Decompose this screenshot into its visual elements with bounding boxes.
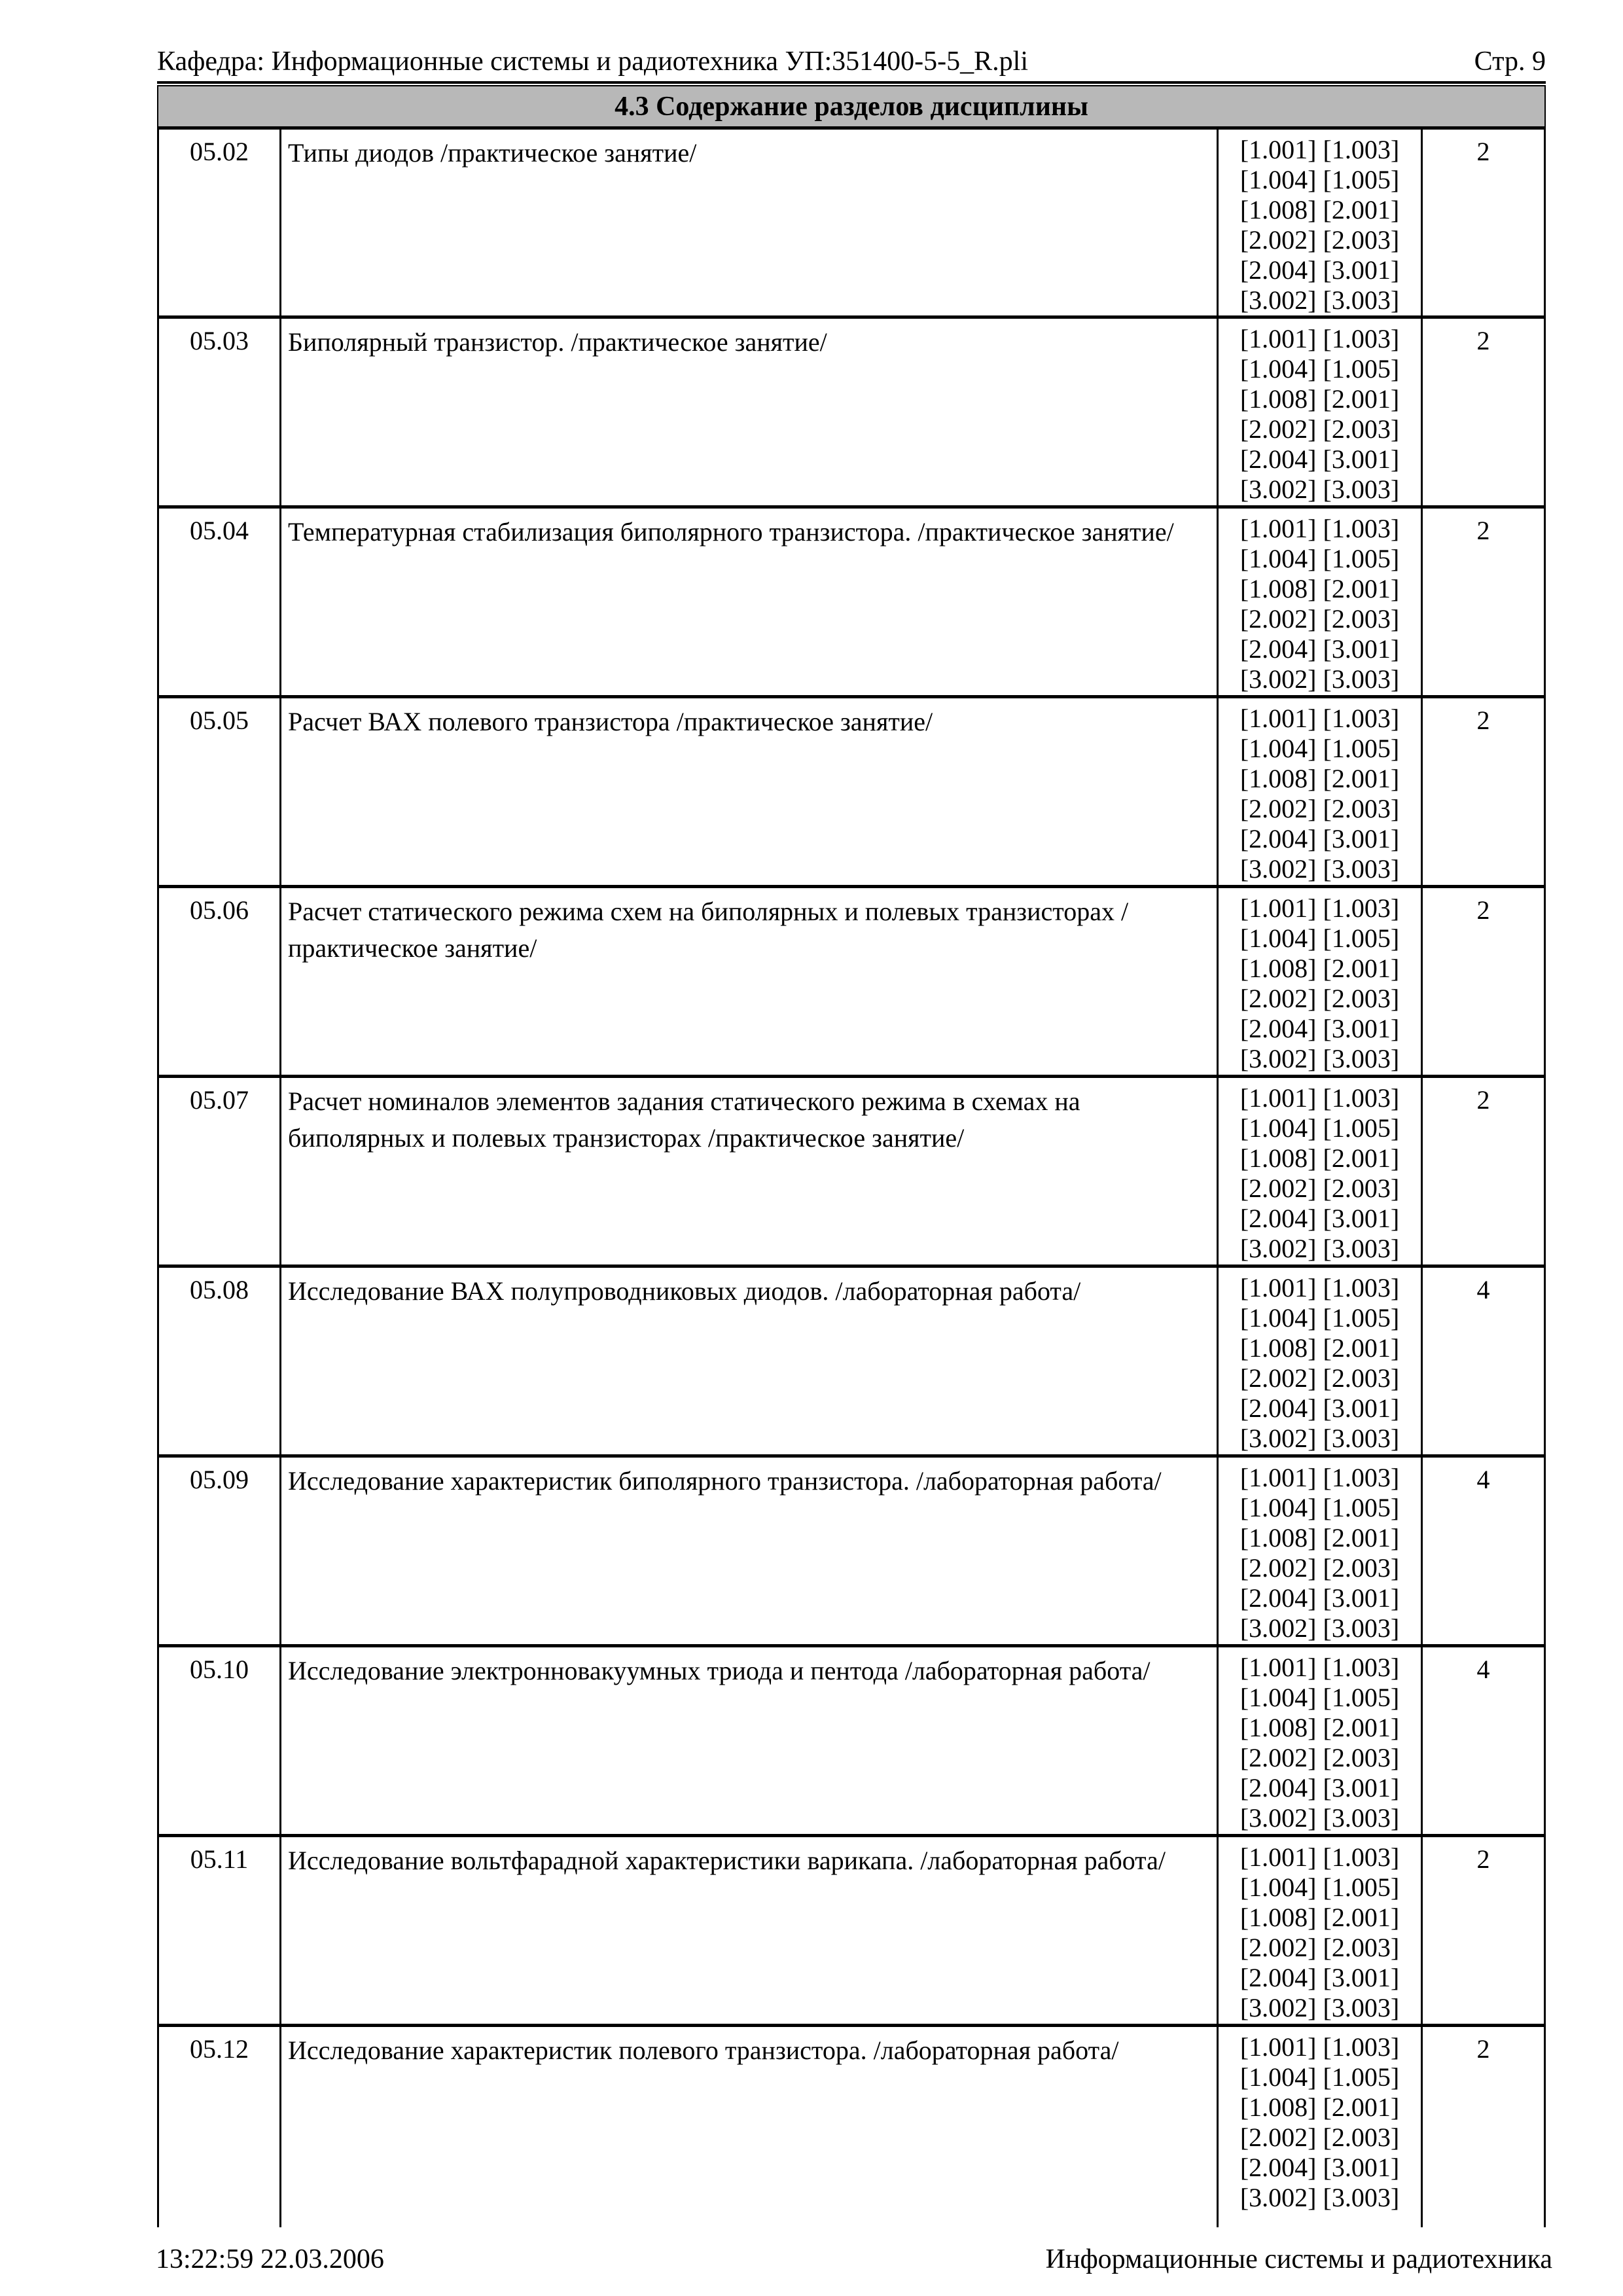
ref-code-line: [3.002] [3.003] (1240, 2183, 1400, 2212)
ref-code-line: [1.001] [1.003] (1240, 2032, 1400, 2062)
section-hours: 4 (1476, 1275, 1490, 1304)
ref-code-line: [1.004] [1.005] (1240, 1493, 1400, 1522)
section-number: 05.04 (159, 509, 281, 695)
ref-code-line: [2.002] [2.003] (1240, 1553, 1400, 1583)
ref-code-line: [1.008] [2.001] (1240, 1143, 1400, 1173)
page-content (157, 47, 1546, 2227)
section-title-bar (157, 85, 1546, 130)
section-number: 05.10 (159, 1647, 281, 1834)
table-row (159, 885, 1544, 1075)
table-row (159, 2024, 1544, 2227)
section-description: Исследование электронновакуумных триода и пентода /лабораторная работа/ (281, 1647, 1219, 1834)
ref-code-line: [1.008] [2.001] (1240, 764, 1400, 793)
literature-refs (1219, 1837, 1423, 2024)
section-hours: 4 (1476, 1465, 1490, 1494)
section-description: Исследование ВАХ полупроводниковых диодов. /лабораторная работа/ (281, 1268, 1219, 1454)
section-hours: 2 (1476, 516, 1490, 545)
literature-refs (1219, 130, 1423, 315)
ref-code-line: [2.002] [2.003] (1240, 1743, 1400, 1772)
ref-code-line: [1.001] [1.003] (1240, 1842, 1400, 1872)
ref-code-line: [2.004] [3.001] (1240, 1963, 1400, 1992)
table-row (159, 695, 1544, 885)
ref-code-line: [2.002] [2.003] (1240, 1933, 1400, 1962)
ref-code-line: [1.008] [2.001] (1240, 195, 1400, 224)
literature-refs (1219, 698, 1423, 885)
ref-code-line: [2.002] [2.003] (1240, 225, 1400, 255)
ref-code-line: [2.004] [3.001] (1240, 444, 1400, 474)
page-footer (156, 2244, 1552, 2275)
ref-code-line: [2.004] [3.001] (1240, 1014, 1400, 1043)
ref-code-line: [1.008] [2.001] (1240, 1903, 1400, 1932)
ref-code-line: [1.008] [2.001] (1240, 2092, 1400, 2122)
literature-refs (1219, 888, 1423, 1075)
table-row (159, 315, 1544, 505)
literature-refs (1219, 509, 1423, 695)
ref-code-line: [3.002] [3.003] (1240, 664, 1400, 694)
ref-code-line: [1.008] [2.001] (1240, 1333, 1400, 1363)
ref-code-line: [1.008] [2.001] (1240, 574, 1400, 603)
ref-code-line: [2.002] [2.003] (1240, 414, 1400, 444)
section-number: 05.07 (159, 1078, 281, 1265)
header-department-line: Кафедра: Информационные системы и радиотехника УП:351400-5-5_R.pli (157, 46, 1028, 77)
ref-code-line: [3.002] [3.003] (1240, 1993, 1400, 2022)
section-hours: 2 (1476, 895, 1490, 925)
ref-code-line: [1.008] [2.001] (1240, 954, 1400, 983)
footer-timestamp: 13:22:59 22.03.2006 (156, 2244, 384, 2274)
table-row (159, 505, 1544, 695)
ref-code-line: [2.002] [2.003] (1240, 1363, 1400, 1393)
ref-code-line: [1.001] [1.003] (1240, 135, 1400, 164)
section-description: Исследование характеристик полевого транзистора. /лабораторная работа/ (281, 2027, 1219, 2227)
ref-code-line: [2.004] [3.001] (1240, 2153, 1400, 2182)
ref-code-line: [1.004] [1.005] (1240, 1113, 1400, 1143)
section-description: Типы диодов /практическое занятие/ (281, 130, 1219, 315)
section-title: 4.3 Содержание разделов дисциплины (615, 92, 1088, 122)
ref-code-line: [2.002] [2.003] (1240, 984, 1400, 1013)
section-description: Исследование вольтфарадной характеристики варикапа. /лабораторная работа/ (281, 1837, 1219, 2024)
section-number: 05.02 (159, 130, 281, 315)
literature-refs (1219, 1268, 1423, 1454)
section-number: 05.11 (159, 1837, 281, 2024)
ref-code-line: [3.002] [3.003] (1240, 1613, 1400, 1643)
table-row (159, 1644, 1544, 1834)
section-hours: 4 (1476, 1655, 1490, 1684)
ref-code-line: [1.001] [1.003] (1240, 893, 1400, 923)
section-number: 05.09 (159, 1458, 281, 1644)
section-hours: 2 (1476, 137, 1490, 166)
table-row (159, 130, 1544, 315)
sections-table (157, 130, 1546, 2227)
ref-code-line: [1.004] [1.005] (1240, 1873, 1400, 1902)
page-header (157, 47, 1546, 84)
ref-code-line: [1.001] [1.003] (1240, 514, 1400, 543)
literature-refs (1219, 1647, 1423, 1834)
ref-code-line: [2.004] [3.001] (1240, 1393, 1400, 1423)
ref-code-line: [1.004] [1.005] (1240, 354, 1400, 384)
ref-code-line: [3.002] [3.003] (1240, 285, 1400, 315)
table-row (159, 1454, 1544, 1644)
ref-code-line: [2.004] [3.001] (1240, 1583, 1400, 1613)
footer-department: Информационные системы и радиотехника (1045, 2244, 1552, 2274)
literature-refs (1219, 1078, 1423, 1265)
ref-code-line: [1.001] [1.003] (1240, 324, 1400, 353)
section-description: Расчет ВАХ полевого транзистора /практическое занятие/ (281, 698, 1219, 885)
section-hours: 2 (1476, 1085, 1490, 1115)
section-hours: 2 (1476, 706, 1490, 735)
ref-code-line: [1.008] [2.001] (1240, 384, 1400, 414)
section-description: Температурная стабилизация биполярного транзистора. /практическое занятие/ (281, 509, 1219, 695)
section-number: 05.03 (159, 319, 281, 505)
section-number: 05.08 (159, 1268, 281, 1454)
ref-code-line: [2.002] [2.003] (1240, 604, 1400, 634)
table-row (159, 1834, 1544, 2024)
section-hours: 2 (1476, 326, 1490, 355)
section-description: Расчет статического режима схем на биполярных и полевых транзисторах /практическое занятие/ (281, 888, 1219, 1075)
literature-refs (1219, 319, 1423, 505)
ref-code-line: [3.002] [3.003] (1240, 854, 1400, 884)
section-description: Расчет номиналов элементов задания статического режима в схемах на биполярных и полевых транзисторах /практическое занятие/ (281, 1078, 1219, 1265)
ref-code-line: [1.004] [1.005] (1240, 1683, 1400, 1712)
ref-code-line: [1.001] [1.003] (1240, 1083, 1400, 1113)
ref-code-line: [3.002] [3.003] (1240, 1234, 1400, 1263)
literature-refs (1219, 2027, 1423, 2227)
ref-code-line: [1.001] [1.003] (1240, 704, 1400, 733)
ref-code-line: [2.004] [3.001] (1240, 1773, 1400, 1803)
ref-code-line: [3.002] [3.003] (1240, 475, 1400, 504)
ref-code-line: [2.004] [3.001] (1240, 634, 1400, 664)
ref-code-line: [2.004] [3.001] (1240, 1204, 1400, 1233)
ref-code-line: [1.004] [1.005] (1240, 2062, 1400, 2092)
section-number: 05.06 (159, 888, 281, 1075)
ref-code-line: [3.002] [3.003] (1240, 1424, 1400, 1453)
ref-code-line: [1.004] [1.005] (1240, 165, 1400, 194)
section-description: Биполярный транзистор. /практическое занятие/ (281, 319, 1219, 505)
ref-code-line: [1.001] [1.003] (1240, 1463, 1400, 1492)
section-number: 05.12 (159, 2027, 281, 2227)
table-row (159, 1265, 1544, 1454)
ref-code-line: [1.001] [1.003] (1240, 1653, 1400, 1682)
table-row (159, 1075, 1544, 1265)
ref-code-line: [2.004] [3.001] (1240, 255, 1400, 285)
ref-code-line: [2.002] [2.003] (1240, 794, 1400, 823)
ref-code-line: [3.002] [3.003] (1240, 1044, 1400, 1073)
ref-code-line: [1.004] [1.005] (1240, 544, 1400, 573)
section-number: 05.05 (159, 698, 281, 885)
ref-code-line: [2.002] [2.003] (1240, 1174, 1400, 1203)
ref-code-line: [1.004] [1.005] (1240, 924, 1400, 953)
ref-code-line: [2.004] [3.001] (1240, 824, 1400, 853)
ref-code-line: [2.002] [2.003] (1240, 2123, 1400, 2152)
ref-code-line: [3.002] [3.003] (1240, 1803, 1400, 1833)
section-description: Исследование характеристик биполярного транзистора. /лабораторная работа/ (281, 1458, 1219, 1644)
ref-code-line: [1.004] [1.005] (1240, 1303, 1400, 1333)
ref-code-line: [1.004] [1.005] (1240, 734, 1400, 763)
section-hours: 2 (1476, 2034, 1490, 2064)
ref-code-line: [1.008] [2.001] (1240, 1713, 1400, 1742)
literature-refs (1219, 1458, 1423, 1644)
header-page-number: Стр. 9 (1474, 46, 1546, 77)
ref-code-line: [1.001] [1.003] (1240, 1273, 1400, 1302)
section-hours: 2 (1476, 1844, 1490, 1874)
ref-code-line: [1.008] [2.001] (1240, 1523, 1400, 1552)
